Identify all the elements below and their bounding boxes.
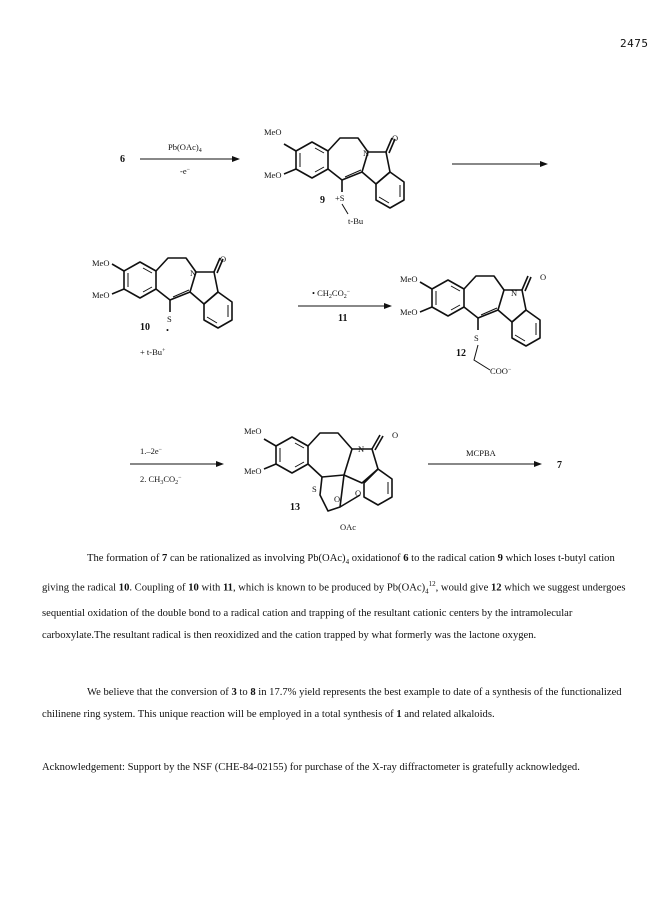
n-atom-9: N — [363, 148, 370, 158]
page-number: 2475 — [620, 37, 649, 50]
structure-12 — [420, 276, 540, 346]
oac-label-13: OAc — [340, 522, 357, 532]
s-atom-12: S — [474, 333, 479, 343]
compound-9-label: 9 — [320, 195, 325, 206]
meo-label-13a: MeO — [244, 426, 262, 436]
meo-label-9a: MeO — [264, 127, 282, 137]
radical-ch2co2-label: • $CH_2CO_2^-$ — [312, 288, 351, 300]
o-atom-13a: O — [392, 430, 399, 440]
meo-label-10b: MeO — [92, 290, 110, 300]
plus-tbu-label: + t-Bu+ — [140, 347, 166, 357]
paragraph-mechanism: The formation of 7 can be rationalized as involving $Pb(OAc)_4$ oxidationof 6 to the radical cation 9 which loses t-butyl cation giving the radical 10. Coupling of 10 with 11, which is known to be produced by $Pb(OAc)_4^{12}$, would give 12 which we suggest undergoes sequential oxidation of the double bond to a radical cation and trapping of the resultant cationic centers by the intramolecular carboxylate.The resultant radical is then reoxidized and the cation trapped by what formerly was the lactone oxygen. — [42, 553, 626, 641]
acknowledgement: Acknowledgement: Support by the NSF (CHE-84-02155) for purchase of the X-ray diffractometer is gratefully acknowledged. — [42, 762, 580, 773]
step2-label: 2. $CH_3CO_2^-$ — [140, 474, 182, 486]
compound-13-label: 13 — [290, 502, 300, 513]
structure-13 — [264, 433, 392, 511]
meo-label-12b: MeO — [400, 307, 418, 317]
meo-label-9b: MeO — [264, 170, 282, 180]
n-atom-12: N — [511, 288, 518, 298]
n-atom-10: N — [190, 268, 197, 278]
compound-11-label: 11 — [338, 313, 348, 324]
structure-10 — [112, 258, 232, 328]
meo-label-12a: MeO — [400, 274, 418, 284]
o-atom-13b: O — [334, 494, 341, 504]
n-atom-13: N — [358, 444, 365, 454]
step1-label: 1.–2e− — [140, 446, 163, 456]
compound-7-label: 7 — [557, 460, 562, 471]
radical-dot-10: • — [166, 325, 169, 335]
tbu-label-9: t-Bu — [348, 216, 364, 226]
o-atom-12: O — [540, 272, 547, 282]
o-atom-13c: O — [355, 488, 362, 498]
compound-6-label: 6 — [120, 154, 125, 165]
paragraph-conclusion: We believe that the conversion of 3 to 8 in 17.7% yield represents the best example to date of a synthesis of the functionalized chilinene ring system. This unique reaction will be employed in a total synthesis of 1 and related alkaloids. — [42, 687, 622, 720]
meo-label-13b: MeO — [244, 466, 262, 476]
meo-label-10a: MeO — [92, 258, 110, 268]
compound-10-label: 10 — [140, 322, 150, 333]
o-atom-10: O — [220, 254, 227, 264]
s-atom-10: S — [167, 314, 172, 324]
s-atom-13: S — [312, 484, 317, 494]
minus-e-label: -e− — [180, 166, 190, 176]
o-atom-9: O — [392, 133, 399, 143]
reagent-pb-label: $Pb(OAc)_4$ — [168, 142, 202, 154]
mcpba-label: MCPBA — [466, 448, 496, 458]
coo-label-12: COO− — [490, 366, 512, 376]
compound-12-label: 12 — [456, 348, 466, 359]
s-atom-9: +S — [335, 193, 345, 203]
